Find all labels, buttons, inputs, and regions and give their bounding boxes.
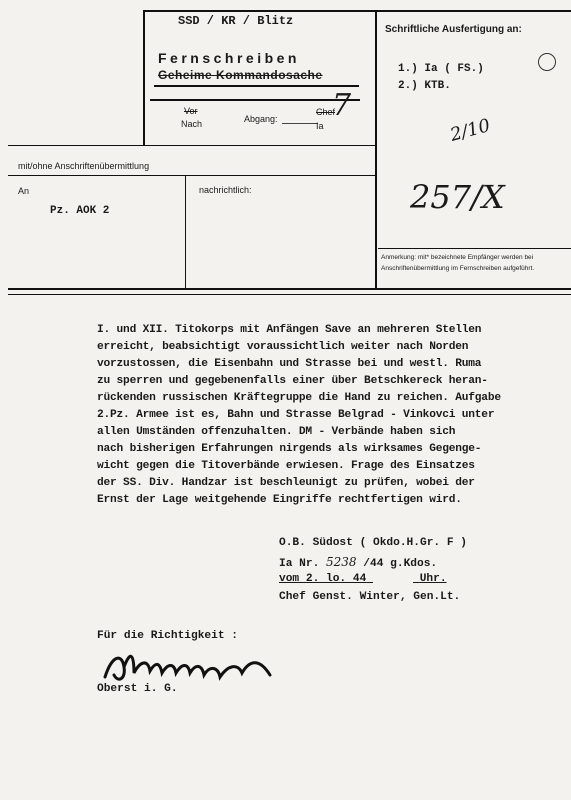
address-divider: [185, 176, 186, 288]
chef-label: Chef: [316, 107, 336, 117]
distribution-item-1: 1.) Ia ( FS.): [398, 63, 484, 75]
sender-line-3: [279, 573, 447, 585]
sender-line-1: O.B. Südost ( Okdo.H.Gr. F ): [279, 537, 467, 549]
address-mode-label: mit/ohne Anschriftenübermittlung: [18, 161, 150, 171]
sender-date: vom 2. lo. 44: [279, 573, 367, 585]
certification-label: Für die Richtigkeit :: [97, 630, 238, 642]
message-line: wicht gegen die Titoverbände erwiesen. Frage des Einsatzes: [97, 460, 475, 472]
classification-underline: [154, 85, 359, 87]
ia-label: Ia: [316, 121, 324, 131]
header-left-border: [143, 10, 145, 145]
message-line: I. und XII. Titokorps mit Anfängen Save an mehreren Stellen: [97, 324, 482, 336]
note-top-rule: [378, 248, 571, 249]
message-line: erreicht, beabsichtigt voraussichtlich weiter nach Norden: [97, 341, 469, 353]
certification-rank: Oberst i. G.: [97, 683, 178, 695]
header-divider: [375, 10, 377, 288]
address-top-rule: [8, 175, 376, 176]
classification-label: Geheime Kommandosache: [158, 68, 323, 82]
stamp-mark-icon: [538, 53, 556, 71]
handwritten-number: 257/X: [410, 178, 505, 216]
section-rule-1: [8, 145, 376, 146]
note-line-1: Anmerkung: mit* bezeichnete Empfänger werden bei: [381, 254, 534, 261]
recipient: Pz. AOK 2: [50, 205, 110, 217]
sender-ia-nr: Ia Nr.: [279, 558, 320, 570]
message-line: vorzustossen, die Eisenbahn und Strasse bei und westl. Ruma: [97, 358, 482, 370]
header-bottom-rule: [8, 288, 571, 290]
sender-gkdos: /44 g.Kdos.: [363, 558, 438, 570]
vor-label: Vor: [184, 106, 198, 116]
abgang-label: Abgang:: [244, 114, 278, 124]
nachrichtlich-label: nachrichtlich:: [199, 185, 252, 195]
distribution-item-2: 2.) KTB.: [398, 80, 451, 92]
message-line: rückenden russischen Kräftegruppe die Hand zu reichen. Aufgabe: [97, 392, 501, 404]
title-underline: [150, 99, 360, 101]
message-body: [97, 322, 547, 509]
sender-line-2: [279, 555, 437, 570]
document-title: Fernschreiben: [158, 50, 300, 66]
sender-number: 5238: [326, 555, 357, 569]
note-line-2: Anschriftenübermittlung im Fernschreiben aufgeführt.: [381, 265, 535, 272]
message-line: Ernst der Lage weitgehende Eingriffe rechtfertigen wird.: [97, 494, 462, 506]
message-line: der SS. Div. Handzar ist beschleunigt zu prüfen, wobei der: [97, 477, 475, 489]
distribution-label: Schriftliche Ausfertigung an:: [385, 24, 522, 35]
routing-code: SSD / KR / Blitz: [178, 14, 294, 28]
sender-line-4: Chef Genst. Winter, Gen.Lt.: [279, 591, 461, 603]
an-label: An: [18, 186, 30, 196]
header-top-rule: [143, 10, 571, 12]
message-line: 2.Pz. Armee ist es, Bahn und Strasse Belgrad - Vinkovci unter: [97, 409, 495, 421]
message-line: nach bisherigen Erfahrungen nirgends als wirksames Gegenge-: [97, 443, 482, 455]
nach-label: Nach: [181, 119, 203, 129]
sender-time-label: Uhr.: [419, 573, 447, 585]
message-line: allen Umständen offenzuhalten. DM - Verbände haben sich: [97, 426, 456, 438]
handwritten-date: 2/10: [447, 115, 493, 146]
handwritten-mark: 7: [332, 88, 352, 123]
message-line: zu sperren und gegebenenfalls einer über Betschkereck heran-: [97, 375, 488, 387]
abgang-line: [282, 123, 318, 124]
body-top-rule: [8, 294, 571, 295]
